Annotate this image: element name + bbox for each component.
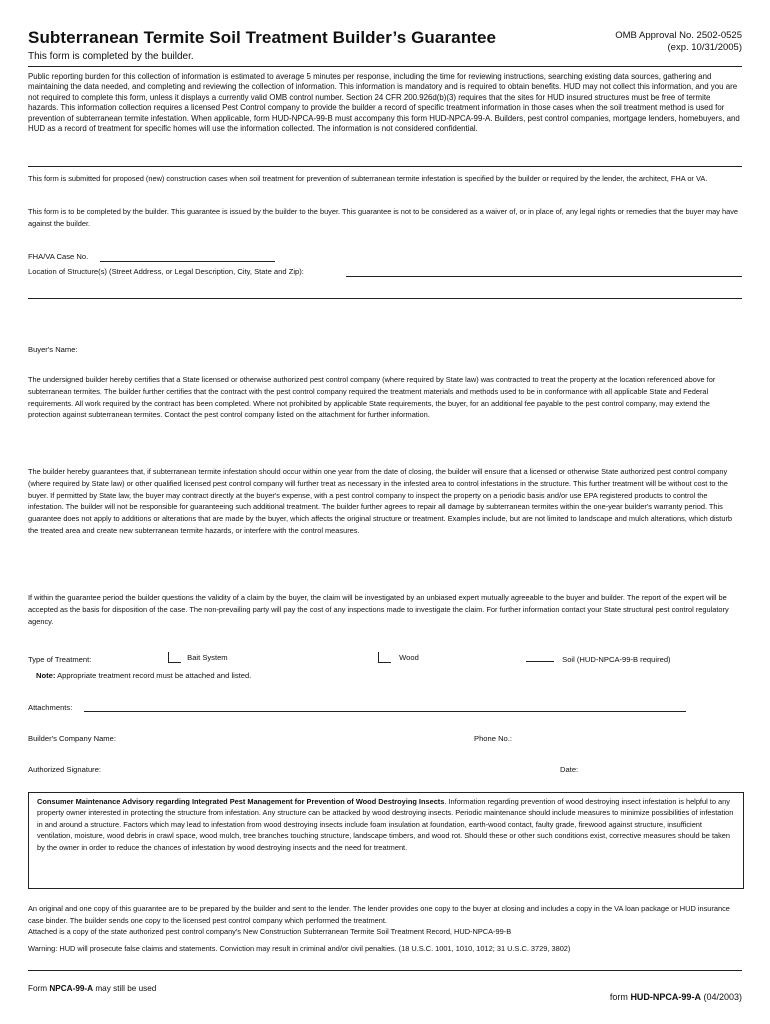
phone-label: Phone No.: xyxy=(474,734,512,743)
note-bold: Note: xyxy=(36,671,56,680)
burden-divider xyxy=(28,166,742,167)
wood-checkbox[interactable] xyxy=(378,652,391,663)
advisory-body: Information regarding prevention of wood destroying insect infestation is helpful to any property owner interested in protecting the structure from infestation. Any structure can be attacked by wood destroying insects. Periodic maintenance should include measures to minimize possibilities of infestation in and around a structure. Factors which may lead to infestation from wood destroying insects include foam insulation at foundation, earth-wood contact, faulty grade, firewood against structure, insufficient ventilation, moisture, wood debris in crawl space, wood mulch, tree branches touching structure, landscape timbers, and wood rot. Should these or other such conditions exist, corrective measures should be taken by the owner in order to reduce the chances of infestation by wood destroying insects and the need for treatment. xyxy=(37,797,734,852)
page-title: Subterranean Termite Soil Treatment Builder’s Guarantee xyxy=(28,28,497,47)
footer-form-date: (04/2003) xyxy=(703,992,742,1002)
certification-paragraph: The undersigned builder hereby certifies that a State licensed or otherwise authorized pest control company (where required by State law) was contracted to treat the property at the location referenced above for subterranean termites. The builder further certifies that the contract with the pest control company required the treatment materials and methods used to be in conformance with all applicable State and Federal requirements. All work required by the contract has been completed. Where not prohibited by applicable State requirements, the buyer, for an additional fee payable to the pest control company, may extend the protection against subterranean termites. Contact the pest control company listed on the attachment for further information. xyxy=(28,375,716,420)
attachments-label: Attachments: xyxy=(28,703,73,712)
treatment-soil-option[interactable] xyxy=(526,655,671,664)
omb-number: OMB Approval No. 2502-0525 xyxy=(615,30,742,41)
treatment-note xyxy=(36,671,251,680)
location-input-line-1[interactable] xyxy=(346,276,742,277)
wood-label: Wood xyxy=(399,652,419,662)
consumer-advisory-box xyxy=(28,792,744,889)
soil-checkbox[interactable] xyxy=(526,661,554,662)
attachments-input[interactable] xyxy=(84,711,686,712)
soil-label: Soil (HUD-NPCA-99-B required) xyxy=(562,655,671,664)
intro-paragraph-1: This form is submitted for proposed (new) construction cases when soil treatment for prevention of subterranean termite infestation is specified by the builder or required by the lender, the architect, FHA or VA. xyxy=(28,174,708,183)
footer-right xyxy=(610,992,742,1002)
header-divider xyxy=(28,66,742,67)
case-no-input[interactable] xyxy=(100,261,275,262)
omb-approval xyxy=(615,30,742,54)
treatment-bait-option[interactable] xyxy=(168,652,228,663)
company-name-label: Builder's Company Name: xyxy=(28,734,116,743)
attachment-statement: Attached is a copy of the state authorized pest control company's New Construction Subterranean Termite Soil Treatment Record, HUD-NPCA-99-B xyxy=(28,927,512,936)
signature-label: Authorized Signature: xyxy=(28,765,102,774)
bait-checkbox[interactable] xyxy=(168,652,181,663)
footer-form-number: HUD-NPCA-99-A xyxy=(630,992,701,1002)
distribution-paragraph: An original and one copy of this guarantee are to be prepared by the builder and sent to the lender. The lender provides one copy to the buyer at closing and includes a copy in the VA loan package or HUD insurance case binder. The builder sends one copy to the licensed pest control company which performed the treatment. xyxy=(28,904,730,925)
bait-label: Bait System xyxy=(187,652,228,662)
footer-left-post: may still be used xyxy=(95,984,157,993)
advisory-text: Consumer Maintenance Advisory regarding Integrated Pest Management for Prevention of Wood Destroying Insects. Information regarding prevention of wood destroying insect infestation is helpful to any property owner interested in protecting the structure from infestation. Any structure can be attacked by wood destroying insects. Periodic maintenance should include measures to minimize possibilities of infestation in and around a structure. Factors which may lead to infestation from wood destroying insects include foam insulation at foundation, earth-wood contact, faulty grade, firewood against structure, insufficient ventilation, moisture, wood debris in crawl space, wood mulch, tree branches touching structure, landscape timbers, and wood rot. Should these or other such conditions exist, corrective measures should be taken by the owner in order to reduce the chances of infestation by wood destroying insects and the need for treatment. xyxy=(37,797,734,852)
footer-left-form: NPCA-99-A xyxy=(49,984,94,993)
guarantee-paragraph: The builder hereby guarantees that, if subterranean termite infestation should occur within one year from the date of closing, the builder will ensure that a licensed or otherwise State authorized pest control company (where required by State law) or other qualified licensed pest control company will further treat as necessary in the infested area to control infestations in the structure. This further treatment will be without cost to the buyer. If permitted by State law, the buyer may contract directly at the buyer's expense, with a pest control company to inspect the property on a periodic basis and/or use EPA registered products to control the infestation. The builder will not be responsible for guaranteeing such additional treatment. The builder further agrees to repair all damage by subterranean termites within the one-year builder's warranty period. This guarantee does not apply to additions or alterations that are made by the buyer, which affects the original structure or treatment. Examples include, but are not limited to landscape and mulch alterations, which disturb the treated area and create new subterranean termite hazards, or interfere with the control measures. xyxy=(28,467,733,535)
location-input-line-2[interactable] xyxy=(28,298,742,299)
footer-divider xyxy=(28,970,742,971)
footer-right-pre: form xyxy=(609,992,628,1002)
note-text: Appropriate treatment record must be attached and listed. xyxy=(57,671,252,680)
location-label: Location of Structure(s) (Street Address, or Legal Description, City, State and Zip): xyxy=(28,267,304,276)
treatment-type-label: Type of Treatment: xyxy=(28,655,92,664)
treatment-wood-option[interactable] xyxy=(378,652,419,663)
date-label: Date: xyxy=(560,765,579,774)
case-no-label: FHA/VA Case No. xyxy=(28,252,89,261)
intro-paragraph-2: This form is to be completed by the builder. This guarantee is issued by the builder to the buyer. This guarantee is not to be considered as a waiver of, or in place of, any legal rights or remedies that the buyer may have against the builder. xyxy=(28,207,739,228)
page-subtitle: This form is completed by the builder. xyxy=(28,51,194,62)
footer-left xyxy=(28,984,156,993)
buyer-name-label: Buyer's Name: xyxy=(28,345,78,354)
dispute-paragraph: If within the guarantee period the builder questions the validity of a claim by the buyer, the claim will be investigated by an unbiased expert mutually agreeable to the buyer and builder. The report of the expert will be accepted as the basis for disposition of the case. The non-prevailing party will pay the cost of any inspections made to investigate the claim. For further information contact your State structural pest control regulatory agency. xyxy=(28,593,729,626)
advisory-title: Consumer Maintenance Advisory regarding Integrated Pest Management for Prevention of Wood Destroying Insects xyxy=(37,797,445,806)
omb-expiration: (exp. 10/31/2005) xyxy=(667,42,742,53)
footer-left-pre: Form xyxy=(28,984,48,993)
burden-statement: Public reporting burden for this collection of information is estimated to average 5 minutes per response, including the time for reviewing instructions, searching existing data sources, gathering and maintaining the data needed, and completing and reviewing the collection of information. This information is mandatory and is required to obtain benefits. HUD may not collect this information, and you are not required to complete this form, unless it displays a currently valid OMB control number. Section 24 CFR 200.926d(b)(3) requires that the sites for HUD insured structures must be free of termite hazards. This information collection requires a licensed Pest Control company to provide the builder a record of specific treatment information in those cases when the soil treatment method is used for prevention of subterranean termite infestation. When applicable, form HUD-NPCA-99-B must accompany this form HUD-NPCA-99-A. Builders, pest control companies, mortgage lenders, homebuyers, and HUD as a record of treatment for specific homes will use the information collected. The information is not considered confidential. xyxy=(28,72,740,134)
warning-statement: Warning: HUD will prosecute false claims and statements. Conviction may result in criminal and/or civil penalties. (18 U.S.C. 1001, 1010, 1012; 31 U.S.C. 3729, 3802) xyxy=(28,944,571,953)
